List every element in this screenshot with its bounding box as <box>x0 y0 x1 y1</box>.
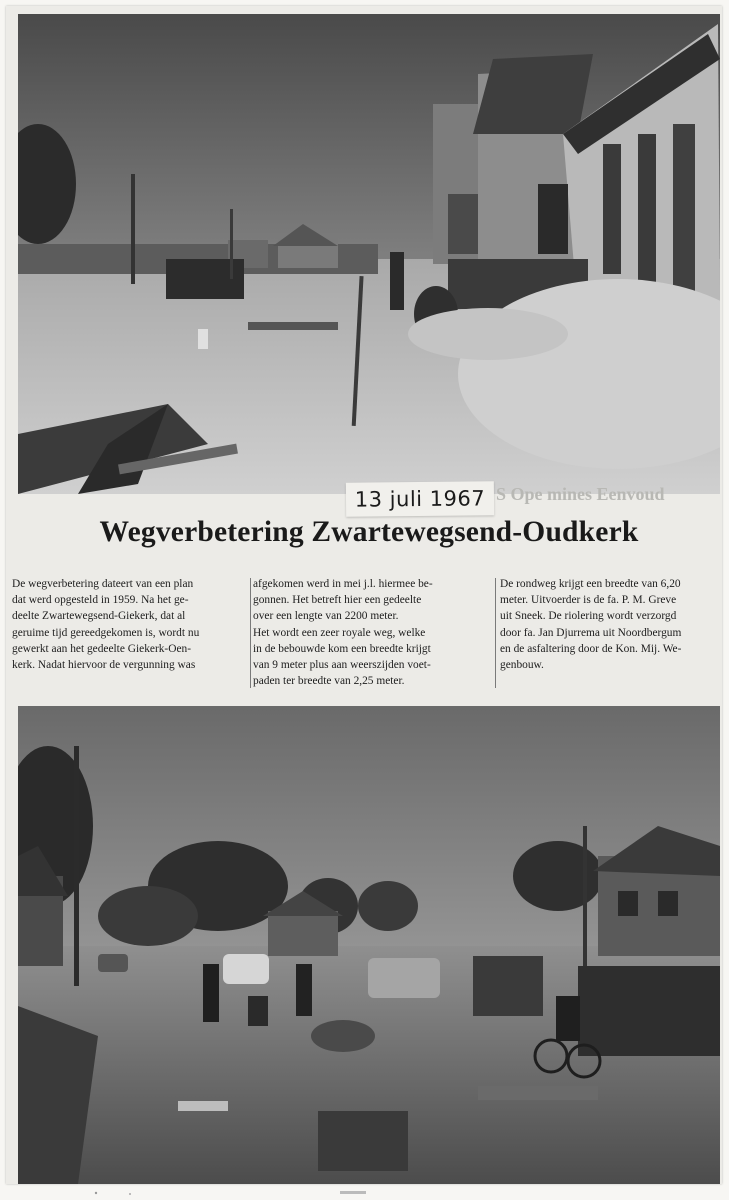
article-line: meter. Uitvoerder is de fa. P. M. Greve <box>500 594 677 607</box>
column-rule <box>250 578 251 688</box>
photo-road-works <box>18 706 720 1184</box>
article-line: Het wordt een zeer royale weg, welke <box>253 626 426 639</box>
article-line: kerk. Nadat hiervoor de vergunning was <box>12 659 196 672</box>
paper-specks <box>90 1188 410 1198</box>
article-line: en de asfaltering door de Kon. Mij. We- <box>500 642 682 655</box>
article-line: over een lengte van 2200 meter. <box>253 610 399 623</box>
article-line: afgekomen werd in mei j.l. hiermee be- <box>253 578 433 590</box>
column-rule <box>495 578 496 688</box>
article-line: dat werd opgesteld in 1959. Na het ge- <box>12 594 189 607</box>
article-line: door fa. Jan Djurrema uit Noordbergum <box>500 626 682 639</box>
article-column-1 <box>12 576 248 694</box>
article-line: geruime tijd gereedgekomen is, wordt nu <box>12 626 200 639</box>
article-line: uit Sneek. De riolering wordt verzorgd <box>500 610 677 623</box>
article-line: paden ter breedte van 2,25 meter. <box>253 675 405 688</box>
newspaper-clipping <box>6 6 722 1184</box>
article-line: deelte Zwartewegsend-Giekerk, dat al <box>12 610 186 623</box>
article-body <box>12 576 728 694</box>
article-column-2 <box>253 576 491 694</box>
article-column-3 <box>500 576 726 694</box>
article-line: in de bebouwde kom een breedte krijgt <box>253 642 431 655</box>
bleed-through-text: S Ope mines Eenvoud <box>496 484 665 504</box>
article-line: gewerkt aan het gedeelte Giekerk-Oen- <box>12 642 191 655</box>
photo-street-houses <box>18 14 720 494</box>
article-line: genbouw. <box>500 659 544 672</box>
date-label: 13 juli 1967 <box>346 481 494 517</box>
photo-street-houses-image <box>18 14 720 494</box>
article-line: van 9 meter plus aan weerszijden voet- <box>253 659 431 672</box>
photo-road-works-image <box>18 706 720 1184</box>
article-line: De rondweg krijgt een breedte van 6,20 <box>500 578 681 590</box>
article-line: gonnen. Het betreft hier een gedeelte <box>253 594 422 607</box>
headline: Wegverbetering Zwartewegsend-Oudkerk <box>99 516 639 548</box>
article-line: De wegverbetering dateert van een plan <box>12 578 194 590</box>
